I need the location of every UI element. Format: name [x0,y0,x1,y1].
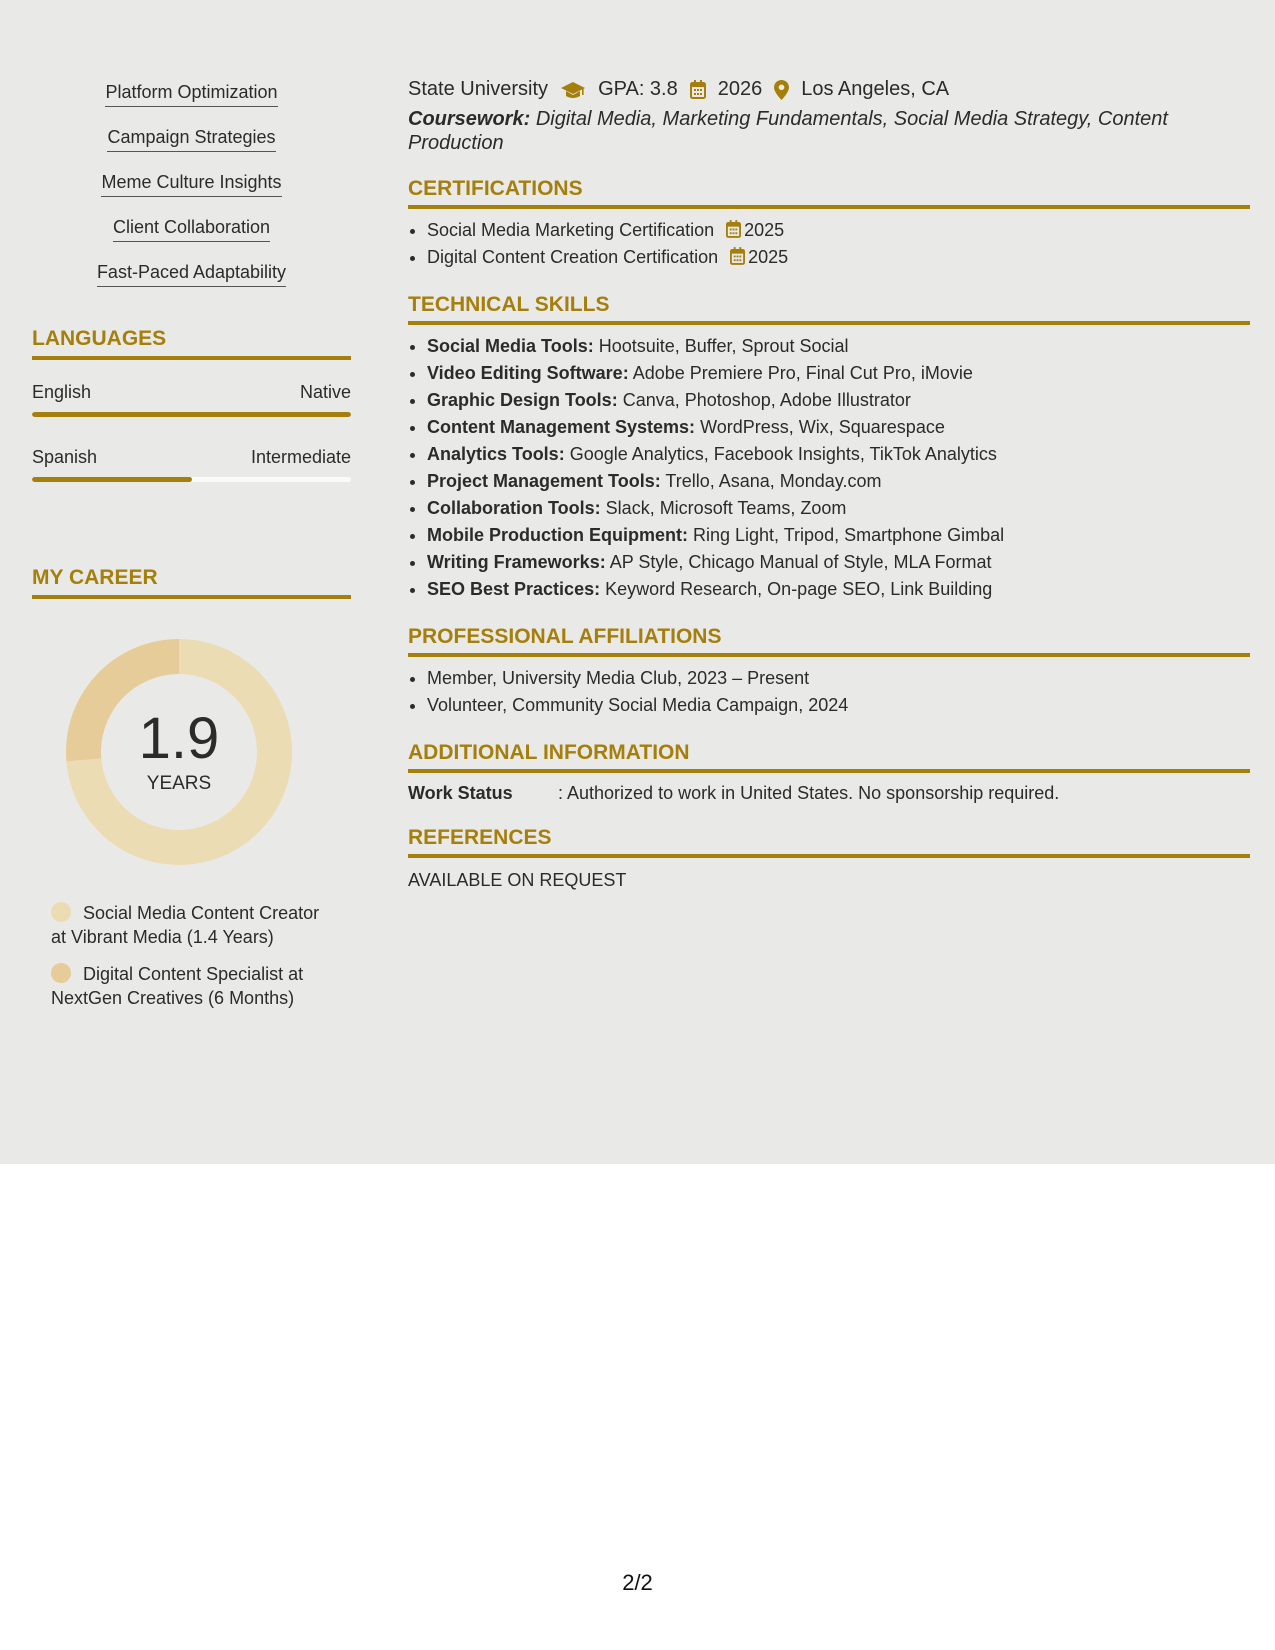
education-line [408,78,1250,101]
certifications-heading: CERTIFICATIONS [408,177,1250,209]
technical-skills-heading: TECHNICAL SKILLS [408,293,1250,325]
legend-dot [51,902,71,922]
language-bar [32,412,351,417]
legend-dot [51,963,71,983]
list-item: • Collaboration Tools: Slack, Microsoft Teams, Zoom [427,495,1250,522]
map-pin-icon [774,80,789,100]
list-item: • Content Management Systems: WordPress, Wix, Squarespace [427,414,1250,441]
affiliations-heading: PROFESSIONAL AFFILIATIONS [408,625,1250,657]
page-number: 2/2 [622,1570,653,1595]
career-total-value: 1.9 [138,706,220,771]
list-item: • Social Media Marketing Certification 2025 [427,217,1250,244]
right-column [408,78,1250,891]
list-item: • Analytics Tools: Google Analytics, Facebook Insights, TikTok Analytics [427,441,1250,468]
language-bar-fill [32,412,351,417]
graduation-year: 2026 [717,78,763,100]
list-item: • Writing Frameworks: AP Style, Chicago Manual of Style, MLA Format [427,549,1250,576]
work-status-label: Work Status [408,783,513,803]
career-total-unit: YEARS [146,773,212,794]
strength-item: Platform Optimization [32,80,351,107]
list-item: • Digital Content Creation Certification 2025 [427,244,1250,271]
coursework: Coursework: Digital Media, Marketing Fundamentals, Social Media Strategy, Content Production [408,108,1168,154]
calendar-icon [730,247,745,265]
language-name: English [32,382,92,402]
list-item: • Graphic Design Tools: Canva, Photoshop, Adobe Illustrator [427,387,1250,414]
references-heading: REFERENCES [408,826,1250,858]
language-level: Native [299,382,351,402]
strength-item: Meme Culture Insights [32,170,351,197]
language-item [32,447,351,482]
work-status [408,783,1250,804]
school-name: State University [408,78,549,100]
affiliations-list [408,665,1250,719]
additional-info-heading: ADDITIONAL INFORMATION [408,741,1250,773]
calendar-icon [726,220,741,238]
list-item: • Social Media Tools: Hootsuite, Buffer, Sprout Social [427,333,1250,360]
certifications-list [408,217,1250,271]
references-text: AVAILABLE ON REQUEST [408,870,627,890]
language-bar-fill [32,477,192,482]
strengths-list [32,80,351,287]
career-legend-item: Digital Content Specialist at NextGen Creatives (6 Months) [51,964,304,1008]
list-item: • Video Editing Software: Adobe Premiere Pro, Final Cut Pro, iMovie [427,360,1250,387]
work-status-value: : Authorized to work in United States. No sponsorship required. [558,783,1060,803]
strength-item: Fast-Paced Adaptability [32,260,351,287]
list-item: • Project Management Tools: Trello, Asana, Monday.com [427,468,1250,495]
graduation-cap-icon [560,80,586,100]
career-legend-item: Social Media Content Creator at Vibrant Media (1.4 Years) [51,903,320,947]
career-donut-chart [66,639,292,865]
language-item [32,382,351,417]
left-column [32,80,351,1023]
list-item: • SEO Best Practices: Keyword Research, On-page SEO, Link Building [427,576,1250,603]
language-name: Spanish [32,447,98,467]
strength-item: Campaign Strategies [32,125,351,152]
list-item: • Member, University Media Club, 2023 – Present [427,665,1250,692]
career-heading: MY CAREER [32,566,351,599]
location: Los Angeles, CA [801,78,950,100]
strength-item: Client Collaboration [32,215,351,242]
career-legend [51,901,321,1010]
list-item: • Mobile Production Equipment: Ring Light, Tripod, Smartphone Gimbal [427,522,1250,549]
gpa: GPA: 3.8 [598,78,678,100]
technical-skills-list [408,333,1250,603]
calendar-icon [690,80,706,99]
language-bar [32,477,351,482]
languages-heading: LANGUAGES [32,327,351,360]
language-level: Intermediate [250,447,351,467]
list-item: • Volunteer, Community Social Media Campaign, 2024 [427,692,1250,719]
